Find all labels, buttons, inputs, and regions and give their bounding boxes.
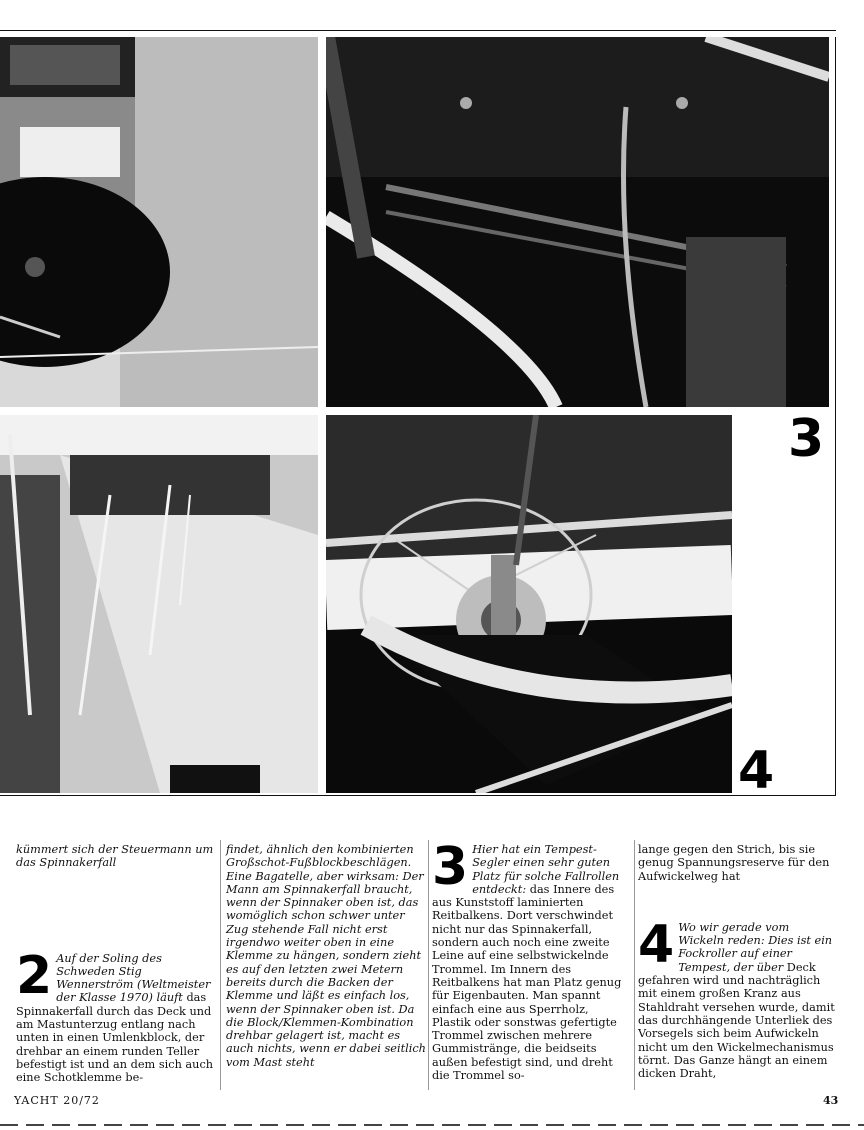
text-column-4 <box>638 843 836 1080</box>
photo-furling-drum <box>326 415 732 793</box>
caption-2 <box>16 945 214 1085</box>
caption-2-lead: Auf der Soling des Schweden Stig Wennerström (Weltmeister der Klasse 1970) läuft <box>56 951 211 1005</box>
caption-4-body: Deck gefahren wird und nachträglich mit einem großen Kranz aus Stahldraht versehen wurde, damit das durchhängende Unterliek des Vorsegels sich beim Aufwickeln nicht um den Wickelmechanismus törnt. Das Ganze hängt an einem dicken Draht, <box>638 960 835 1081</box>
photo-spinnaker-drum <box>0 37 318 407</box>
photo-frame-bottom <box>0 795 836 796</box>
caption-3-lead: Hier hat ein Tempest-Segler einen sehr guten Platz für solche Fallrollen entdeckt: <box>472 843 620 896</box>
caption-2-body: das Spinnakerfall durch das Deck und am Mastunterzug entlang nach unten in einen Umlenkblock, der drehbar an einem runden Teller befestigt ist und an dem sich auch eine Schotklemme be- <box>16 991 214 1085</box>
caption-3-body: das Innere des aus Kunststoff laminierten Reitbalkens. Dort verschwindet nicht nur das Spinnakerfall, sondern auch noch eine zweite Leine auf eine selbstwickelnde Trommel. Im Innern des Reitbalkens hat man Platz genug für Eigenbauten. Man spannt einfach eine aus Sperrholz, Plastik oder sonstwas gefertigte Trommel zwischen mehrere Gummistränge, die beidseits außen befestigt sind, und dreht die Trommel so- <box>432 882 622 1083</box>
caption-2-continued: findet, ähnlich den kombinierten Großschot-Fußblockbeschlägen. Eine Bagatelle, aber wirksam: Der Mann am Spinnakerfall braucht, wenn der Spinnaker oben ist, das womöglich schon schwer unter Zug stehende Fall nicht erst irgendwo weiter oben in eine Klemme zu hängen, sondern zieht es auf den letzten zwei Metern bereits durch die Backen der Klemme und läßt es einfach los, wenn der Spinnaker oben ist. Da die Block/Klemmen-Kombination drehbar gelagert ist, macht es auch nichts, wenn er dabei seitlich vom Mast steht <box>226 843 426 1069</box>
caption-4-lead: Wo wir gerade vom Wickeln reden: Dies ist ein Fockroller auf einer Tempest, der über <box>678 920 833 974</box>
drop-number-3: 3 <box>432 837 469 897</box>
column-rule-2 <box>428 840 429 1090</box>
text-column-3 <box>432 837 630 1083</box>
bottom-edge-marks <box>0 1124 864 1126</box>
drop-number-2: 2 <box>16 945 53 1006</box>
text-column-1 <box>16 843 214 1085</box>
footer-magazine-issue: YACHT 20/72 <box>14 1094 100 1107</box>
caption-continued: kümmert sich der Steuermann um das Spinnakerfall <box>16 843 214 870</box>
figure-number-4: 4 <box>738 741 775 801</box>
column-rule-3 <box>634 840 635 1090</box>
photo-frame-top <box>0 30 836 31</box>
photo-hull-cleats <box>0 415 318 793</box>
drop-number-4: 4 <box>638 914 675 975</box>
page-number: 43 <box>823 1094 839 1107</box>
caption-3 <box>432 837 630 1083</box>
caption-4 <box>638 914 836 1081</box>
photo-boom-interior <box>326 37 829 407</box>
figure-number-3: 3 <box>788 409 825 469</box>
column-rule-1 <box>220 840 221 1090</box>
photo-frame-right <box>835 37 836 795</box>
text-column-2 <box>226 843 426 1069</box>
caption-3-continued: lange gegen den Strich, bis sie genug Spannungsreserve für den Aufwickelweg hat <box>638 843 830 883</box>
